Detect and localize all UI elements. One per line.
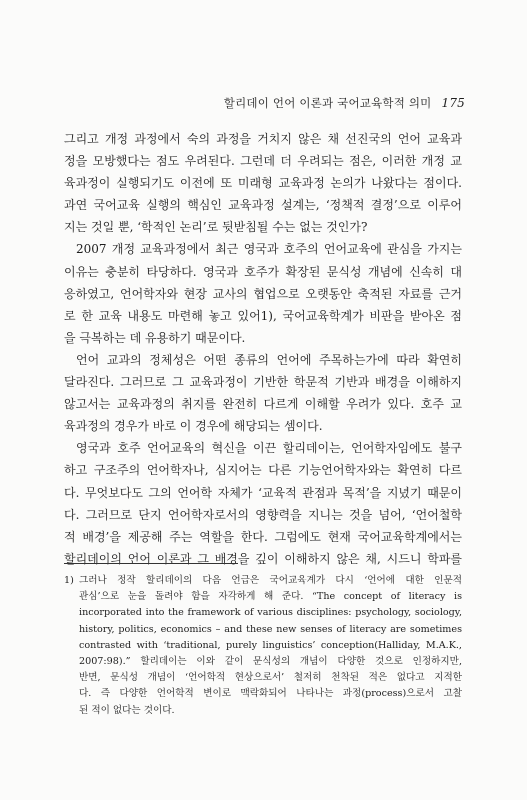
- footnote-line: incorporated into the framework of various disciplines: psychology, sociology,: [79, 607, 462, 619]
- text-line: 육과정이 실행되기도 이전에 또 미래형 교육과정 논의가 나왔다는 점이다.: [64, 176, 462, 191]
- text-line: 달라진다. 그러므로 그 교육과정이 기반한 학문적 기반과 배경을 이해하지: [64, 375, 462, 390]
- body-text: [64, 128, 462, 570]
- running-head: [224, 95, 465, 111]
- text-line: 적 배경’을 제공해 주는 역할을 한다. 그럼에도 현재 국어교육학계에서는: [64, 529, 462, 544]
- text-line: 지는 것일 뿐, ‘학적인 논리’로 뒷받침될 수는 없는 것인가?: [64, 220, 368, 235]
- text-line: 다. 무엇보다도 그의 언어학 자체가 ‘교육적 관점과 목적’을 지녔기 때문이: [64, 485, 462, 500]
- text-line: 응하였고, 언어학자와 현장 교사의 협업으로 오랫동안 축적된 자료를 근거: [64, 286, 462, 301]
- text-line: 2007 개정 교육과정에서 최근 영국과 호주의 언어교육에 관심을 가지는: [76, 242, 462, 257]
- page-number: 175: [441, 96, 465, 110]
- text-line: 하고 구조주의 언어학자나, 심지어는 다른 기능언어학자와는 확연히 다르: [64, 463, 462, 478]
- text-line: 않고서는 교육과정의 취지를 완전히 다르게 이해할 우려가 있다. 호주 교: [64, 397, 462, 412]
- footnote-line: [64, 573, 462, 589]
- text-line: 영국과 호주 언어교육의 혁신을 이끈 할리데이는, 언어학자임에도 불구: [76, 441, 462, 456]
- text-line: 정을 모방했다는 점도 우려된다. 그런데 더 우려되는 점은, 이러한 개정 교: [64, 154, 462, 169]
- text-line: 언어 교과의 정체성은 어떤 종류의 언어에 주목하는가에 따라 확연히: [76, 352, 462, 367]
- footnote-mark: 1): [64, 575, 74, 586]
- text-line: 이유는 충분히 타당하다. 영국과 호주가 확장된 문식성 개념에 신속히 대: [64, 264, 462, 279]
- footnote-text: 그러나 정작 할리데이의 다음 언급은 국어교육계가 다시 ‘언어에 대한 인문적: [79, 575, 462, 586]
- text-line: 을 극복하는 데 유용하기 때문이다.: [64, 330, 246, 345]
- text-line: 다. 그러므로 단지 언어학자로서의 영향력을 지니는 것을 넘어, ‘언어철학: [64, 507, 462, 522]
- text-line: 로 한 교육 내용도 마련해 놓고 있어1), 국어교육학계가 비판을 받아온 점: [64, 308, 462, 323]
- text-line: 육과정의 경우가 바로 이 경우에 해당되는 셈이다.: [64, 419, 323, 434]
- footnote-line: 된 적이 없다는 것이다.: [79, 704, 175, 716]
- running-head-title: 할리데이 언어 이론과 국어교육학적 의미: [223, 96, 432, 110]
- text-line: 과연 국어교육 실행의 핵심인 교육과정 설계는, ‘정책적 결정’으로 이루어: [64, 198, 462, 213]
- text-line: 그리고 개정 과정에서 숙의 과정을 거치지 않은 채 선진국의 언어 교육과: [64, 132, 462, 146]
- footnote-divider: [64, 563, 238, 564]
- footnote-line: 2007:98).” 할리데이는 이와 같이 문식성의 개념이 다양한 것으로 인정하지만,: [79, 655, 462, 667]
- footnote-line: contrasted with ‘traditional, purely linguistics’ conception(Halliday, M.A.K.,: [79, 639, 462, 651]
- footnote-line: 관심’으로 눈을 돌려야 함을 자각하게 해 준다. “The concept of literacy is: [79, 591, 462, 603]
- footnote: [64, 573, 462, 719]
- footnote-line: history, politics, economics – and these new senses of literacy are sometimes: [79, 623, 462, 635]
- footnote-line: 다. 즉 다양한 언어학적 변이로 맥락화되어 나타나는 과정(process)으로서 고찰: [79, 688, 462, 700]
- footnote-line: 반면, 문식성 개념이 ‘언어학적 현상으로서’ 철저히 천착된 적은 없다고 지적한: [79, 672, 462, 684]
- text-line: 할리데이의 언어 이론과 그 배경을 깊이 이해하지 않은 채, 시드니 학파를: [64, 551, 462, 566]
